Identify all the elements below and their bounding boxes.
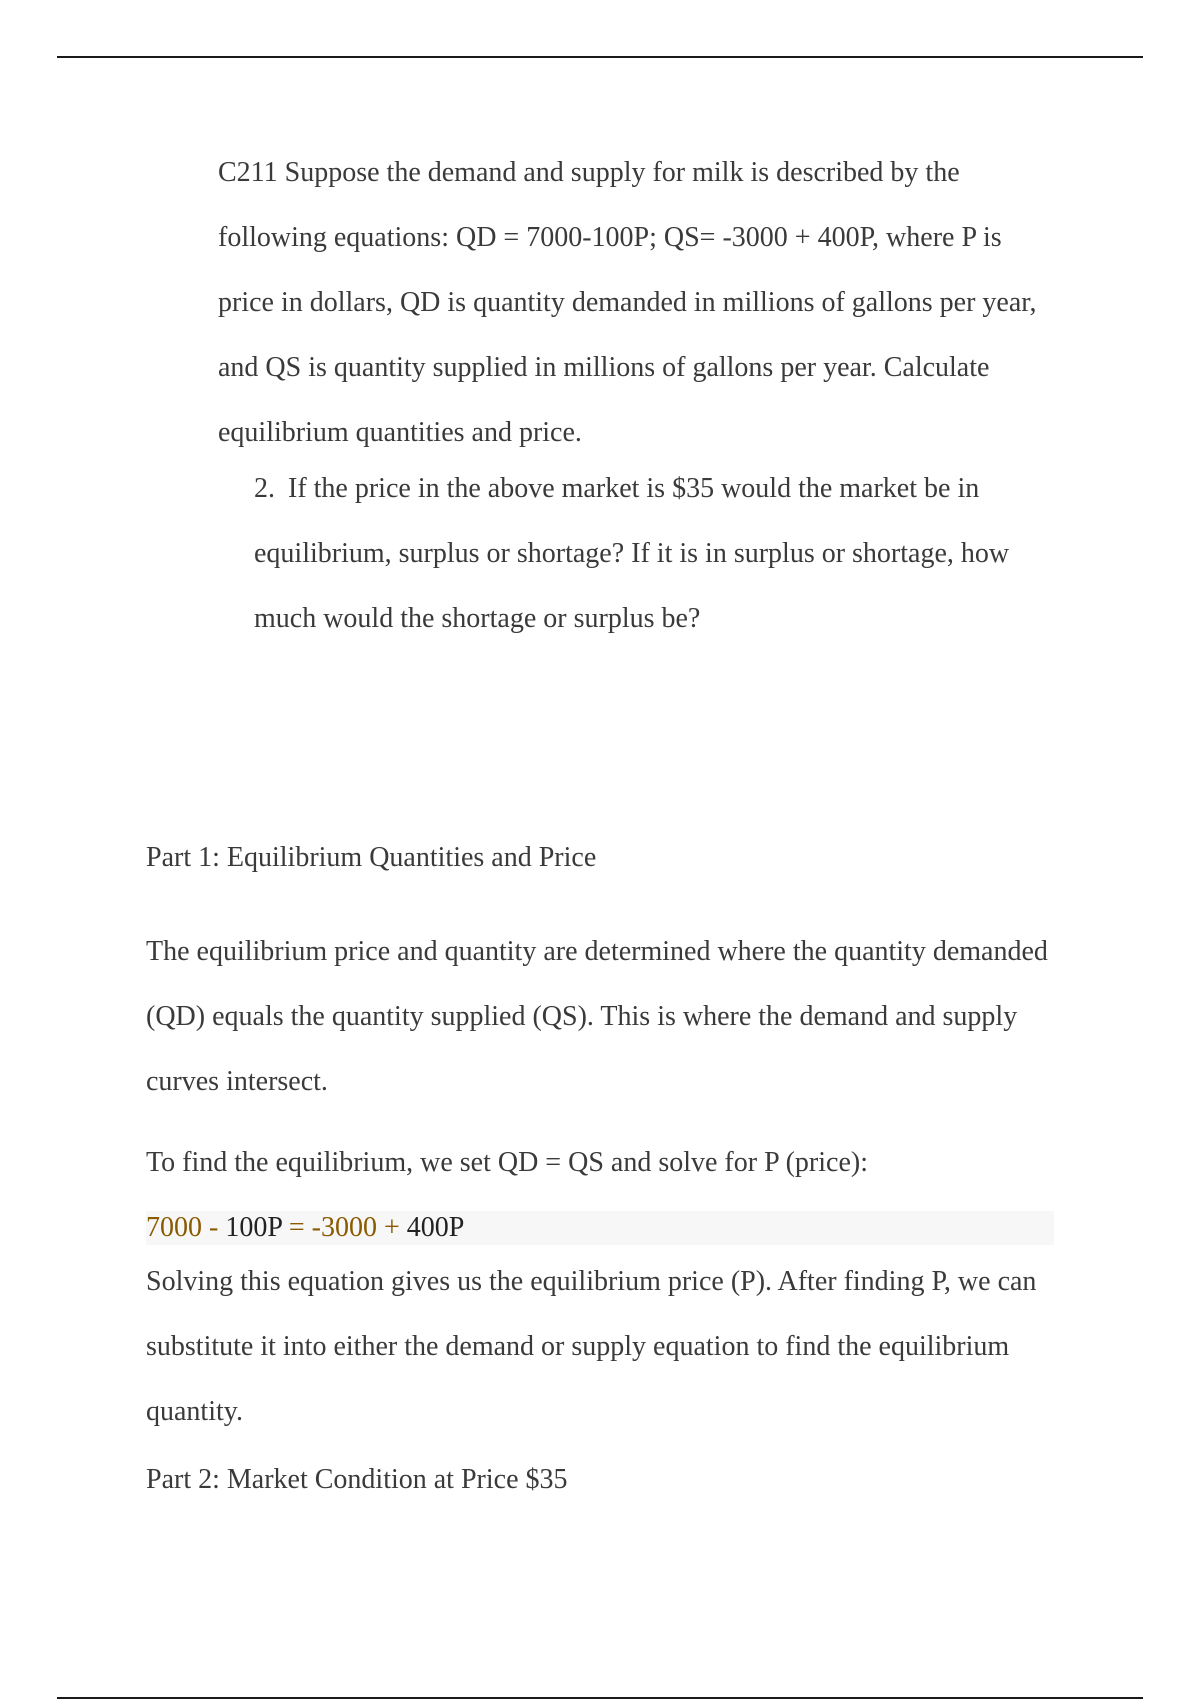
question-line: and QS is quantity supplied in millions of gallons per year. Calculate	[218, 352, 990, 383]
equation-term: 7000	[146, 1212, 202, 1243]
numbered-line: much would the shortage or surplus be?	[254, 603, 701, 634]
paragraph-line: Solving this equation gives us the equilibrium price (P). After finding P, we can	[146, 1266, 1037, 1297]
item-number: 2.	[254, 473, 275, 504]
numbered-text: If the price in the above market is $35 would the market be in	[288, 473, 980, 504]
question-line: following equations: QD = 7000-100P; QS= -3000 + 400P, where P is	[218, 222, 1002, 253]
equation-operator: =	[281, 1212, 312, 1243]
paragraph-line: curves intersect.	[146, 1066, 328, 1097]
equation-operator: -	[202, 1212, 226, 1243]
question-line: C211 Suppose the demand and supply for milk is described by the	[218, 157, 960, 188]
paragraph-set-equal: To find the equilibrium, we set QD = QS and solve for P (price):	[146, 1147, 868, 1178]
equation-term: 100P	[225, 1212, 282, 1243]
numbered-line	[254, 456, 1054, 521]
equation-term: 400P	[406, 1212, 465, 1243]
paragraph-line: quantity.	[146, 1396, 243, 1427]
paragraph-line: The equilibrium price and quantity are determined where the quantity demanded	[146, 936, 1048, 967]
question-line: equilibrium quantities and price.	[218, 417, 582, 448]
equation-term: -3000	[311, 1212, 377, 1243]
paragraph-line: substitute it into either the demand or supply equation to find the equilibrium	[146, 1331, 1010, 1362]
paragraph-line: (QD) equals the quantity supplied (QS). This is where the demand and supply	[146, 1001, 1018, 1032]
answer-section	[146, 838, 1066, 1541]
part2-heading: Part 2: Market Condition at Price $35	[146, 1464, 568, 1495]
bottom-rule	[57, 1697, 1143, 1699]
numbered-question	[254, 456, 1054, 651]
part1-heading: Part 1: Equilibrium Quantities and Price	[146, 842, 597, 873]
numbered-line: equilibrium, surplus or shortage? If it is in surplus or shortage, how	[254, 538, 1010, 569]
equation-code-block	[146, 1211, 1054, 1245]
question-block	[218, 140, 1058, 465]
paragraph-equilibrium-definition	[146, 919, 1066, 1114]
top-rule	[57, 56, 1143, 58]
equation-operator: +	[377, 1212, 407, 1243]
question-line: price in dollars, QD is quantity demanded in millions of gallons per year,	[218, 287, 1037, 318]
paragraph-solving	[146, 1249, 1066, 1444]
